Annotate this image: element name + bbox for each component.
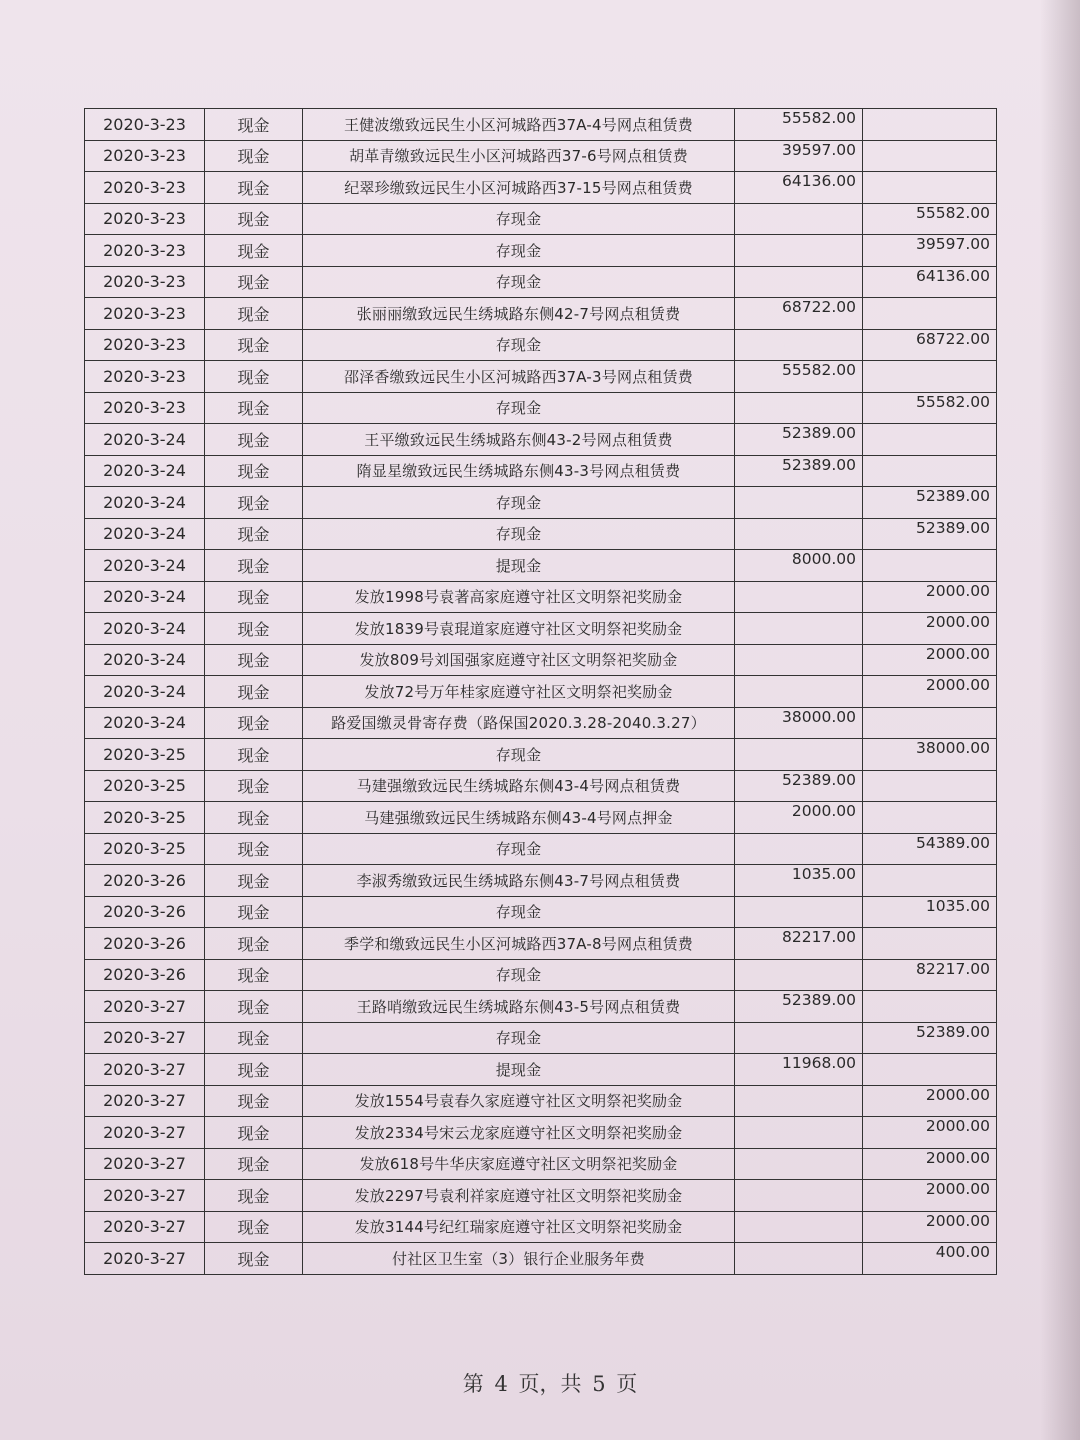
- date-cell: 2020-3-23: [85, 266, 205, 298]
- debit-amount-cell: 39597.00: [735, 140, 863, 172]
- debit-amount-cell: [735, 644, 863, 676]
- date-cell: 2020-3-27: [85, 1180, 205, 1212]
- table-row: [85, 676, 997, 708]
- table-row: [85, 802, 997, 834]
- table-row: [85, 550, 997, 582]
- description-cell: 发放618号牛华庆家庭遵守社区文明祭祀奖励金: [303, 1148, 735, 1180]
- debit-amount-cell: [735, 518, 863, 550]
- date-cell: 2020-3-25: [85, 770, 205, 802]
- table-row: [85, 1054, 997, 1086]
- credit-amount-cell: [863, 865, 997, 897]
- debit-amount-cell: 1035.00: [735, 865, 863, 897]
- description-cell: 发放1839号袁琨道家庭遵守社区文明祭祀奖励金: [303, 613, 735, 645]
- debit-amount-cell: [735, 1243, 863, 1275]
- debit-amount-cell: [735, 487, 863, 519]
- table-row: [85, 518, 997, 550]
- footer-prefix: 第: [462, 1372, 484, 1396]
- table-row: [85, 1148, 997, 1180]
- type-cell: 现金: [205, 361, 303, 393]
- type-cell: 现金: [205, 613, 303, 645]
- type-cell: 现金: [205, 676, 303, 708]
- table-row: [85, 1085, 997, 1117]
- credit-amount-cell: 39597.00: [863, 235, 997, 267]
- credit-amount-cell: [863, 770, 997, 802]
- credit-amount-cell: 55582.00: [863, 392, 997, 424]
- date-cell: 2020-3-24: [85, 707, 205, 739]
- credit-amount-cell: 82217.00: [863, 959, 997, 991]
- description-cell: 王路哨缴致远民生绣城路东侧43-5号网点租赁费: [303, 991, 735, 1023]
- type-cell: 现金: [205, 896, 303, 928]
- date-cell: 2020-3-27: [85, 1054, 205, 1086]
- type-cell: 现金: [205, 518, 303, 550]
- description-cell: 马建强缴致远民生绣城路东侧43-4号网点押金: [303, 802, 735, 834]
- credit-amount-cell: [863, 298, 997, 330]
- description-cell: 隋显星缴致远民生绣城路东侧43-3号网点租赁费: [303, 455, 735, 487]
- credit-amount-cell: 52389.00: [863, 487, 997, 519]
- description-cell: 存现金: [303, 896, 735, 928]
- debit-amount-cell: [735, 235, 863, 267]
- table-row: [85, 1022, 997, 1054]
- date-cell: 2020-3-24: [85, 455, 205, 487]
- description-cell: 马建强缴致远民生绣城路东侧43-4号网点租赁费: [303, 770, 735, 802]
- type-cell: 现金: [205, 865, 303, 897]
- debit-amount-cell: 52389.00: [735, 424, 863, 456]
- date-cell: 2020-3-25: [85, 802, 205, 834]
- debit-amount-cell: [735, 266, 863, 298]
- type-cell: 现金: [205, 487, 303, 519]
- type-cell: 现金: [205, 140, 303, 172]
- table-row: [85, 172, 997, 204]
- table-row: [85, 991, 997, 1023]
- date-cell: 2020-3-23: [85, 361, 205, 393]
- debit-amount-cell: [735, 392, 863, 424]
- description-cell: 张丽丽缴致远民生绣城路东侧42-7号网点租赁费: [303, 298, 735, 330]
- table-row: [85, 361, 997, 393]
- credit-amount-cell: 2000.00: [863, 644, 997, 676]
- debit-amount-cell: 55582.00: [735, 361, 863, 393]
- type-cell: 现金: [205, 833, 303, 865]
- description-cell: 路爱国缴灵骨寄存费（路保国2020.3.28-2040.3.27）: [303, 707, 735, 739]
- description-cell: 提现金: [303, 550, 735, 582]
- debit-amount-cell: [735, 1180, 863, 1212]
- date-cell: 2020-3-25: [85, 833, 205, 865]
- credit-amount-cell: [863, 361, 997, 393]
- debit-amount-cell: 52389.00: [735, 991, 863, 1023]
- description-cell: 发放1554号袁春久家庭遵守社区文明祭祀奖励金: [303, 1085, 735, 1117]
- credit-amount-cell: 52389.00: [863, 518, 997, 550]
- description-cell: 发放809号刘国强家庭遵守社区文明祭祀奖励金: [303, 644, 735, 676]
- date-cell: 2020-3-23: [85, 203, 205, 235]
- debit-amount-cell: 8000.00: [735, 550, 863, 582]
- table-row: [85, 1243, 997, 1275]
- description-cell: 发放72号万年桂家庭遵守社区文明祭祀奖励金: [303, 676, 735, 708]
- footer-suffix: 页: [616, 1372, 638, 1396]
- debit-amount-cell: [735, 1117, 863, 1149]
- type-cell: 现金: [205, 455, 303, 487]
- type-cell: 现金: [205, 1054, 303, 1086]
- type-cell: 现金: [205, 959, 303, 991]
- date-cell: 2020-3-23: [85, 392, 205, 424]
- type-cell: 现金: [205, 172, 303, 204]
- debit-amount-cell: 52389.00: [735, 455, 863, 487]
- debit-amount-cell: [735, 1148, 863, 1180]
- table-row: [85, 487, 997, 519]
- footer-current-page: 4: [494, 1372, 508, 1396]
- date-cell: 2020-3-27: [85, 1022, 205, 1054]
- debit-amount-cell: 64136.00: [735, 172, 863, 204]
- table-row: [85, 896, 997, 928]
- credit-amount-cell: 400.00: [863, 1243, 997, 1275]
- table-row: [85, 1211, 997, 1243]
- credit-amount-cell: 2000.00: [863, 581, 997, 613]
- table-row: [85, 833, 997, 865]
- date-cell: 2020-3-26: [85, 959, 205, 991]
- date-cell: 2020-3-27: [85, 1148, 205, 1180]
- date-cell: 2020-3-23: [85, 109, 205, 141]
- footer-total-pages: 5: [592, 1372, 606, 1396]
- description-cell: 发放2297号袁利祥家庭遵守社区文明祭祀奖励金: [303, 1180, 735, 1212]
- description-cell: 李淑秀缴致远民生绣城路东侧43-7号网点租赁费: [303, 865, 735, 897]
- credit-amount-cell: [863, 140, 997, 172]
- date-cell: 2020-3-27: [85, 1243, 205, 1275]
- credit-amount-cell: 2000.00: [863, 1180, 997, 1212]
- date-cell: 2020-3-26: [85, 928, 205, 960]
- credit-amount-cell: 2000.00: [863, 676, 997, 708]
- credit-amount-cell: 38000.00: [863, 739, 997, 771]
- table-row: [85, 266, 997, 298]
- debit-amount-cell: [735, 739, 863, 771]
- description-cell: 存现金: [303, 1022, 735, 1054]
- description-cell: 存现金: [303, 833, 735, 865]
- type-cell: 现金: [205, 991, 303, 1023]
- type-cell: 现金: [205, 1243, 303, 1275]
- credit-amount-cell: [863, 550, 997, 582]
- type-cell: 现金: [205, 1180, 303, 1212]
- type-cell: 现金: [205, 1211, 303, 1243]
- table-row: [85, 928, 997, 960]
- debit-amount-cell: 38000.00: [735, 707, 863, 739]
- credit-amount-cell: [863, 928, 997, 960]
- description-cell: 存现金: [303, 392, 735, 424]
- date-cell: 2020-3-26: [85, 896, 205, 928]
- description-cell: 存现金: [303, 235, 735, 267]
- description-cell: 纪翠珍缴致远民生小区河城路西37-15号网点租赁费: [303, 172, 735, 204]
- credit-amount-cell: 1035.00: [863, 896, 997, 928]
- debit-amount-cell: 55582.00: [735, 109, 863, 141]
- type-cell: 现金: [205, 1085, 303, 1117]
- credit-amount-cell: 2000.00: [863, 1117, 997, 1149]
- credit-amount-cell: [863, 991, 997, 1023]
- description-cell: 存现金: [303, 266, 735, 298]
- type-cell: 现金: [205, 424, 303, 456]
- date-cell: 2020-3-24: [85, 676, 205, 708]
- debit-amount-cell: [735, 1211, 863, 1243]
- table-row: [85, 298, 997, 330]
- debit-amount-cell: [735, 1085, 863, 1117]
- table-row: [85, 203, 997, 235]
- type-cell: 现金: [205, 550, 303, 582]
- credit-amount-cell: [863, 802, 997, 834]
- type-cell: 现金: [205, 329, 303, 361]
- date-cell: 2020-3-24: [85, 518, 205, 550]
- table-row: [85, 1180, 997, 1212]
- type-cell: 现金: [205, 802, 303, 834]
- credit-amount-cell: 54389.00: [863, 833, 997, 865]
- table-row: [85, 739, 997, 771]
- description-cell: 存现金: [303, 739, 735, 771]
- description-cell: 存现金: [303, 959, 735, 991]
- description-cell: 存现金: [303, 203, 735, 235]
- type-cell: 现金: [205, 298, 303, 330]
- table-row: [85, 235, 997, 267]
- description-cell: 存现金: [303, 329, 735, 361]
- description-cell: 提现金: [303, 1054, 735, 1086]
- credit-amount-cell: 2000.00: [863, 1085, 997, 1117]
- credit-amount-cell: 55582.00: [863, 203, 997, 235]
- credit-amount-cell: [863, 455, 997, 487]
- type-cell: 现金: [205, 739, 303, 771]
- credit-amount-cell: 52389.00: [863, 1022, 997, 1054]
- table-row: [85, 581, 997, 613]
- type-cell: 现金: [205, 644, 303, 676]
- credit-amount-cell: 68722.00: [863, 329, 997, 361]
- description-cell: 胡革青缴致远民生小区河城路西37-6号网点租赁费: [303, 140, 735, 172]
- type-cell: 现金: [205, 203, 303, 235]
- date-cell: 2020-3-24: [85, 550, 205, 582]
- description-cell: 存现金: [303, 518, 735, 550]
- credit-amount-cell: [863, 109, 997, 141]
- date-cell: 2020-3-23: [85, 172, 205, 204]
- type-cell: 现金: [205, 235, 303, 267]
- table-row: [85, 959, 997, 991]
- date-cell: 2020-3-27: [85, 1211, 205, 1243]
- credit-amount-cell: 2000.00: [863, 1148, 997, 1180]
- description-cell: 发放2334号宋云龙家庭遵守社区文明祭祀奖励金: [303, 1117, 735, 1149]
- credit-amount-cell: [863, 172, 997, 204]
- table-row: [85, 140, 997, 172]
- debit-amount-cell: 52389.00: [735, 770, 863, 802]
- description-cell: 邵泽香缴致远民生小区河城路西37A-3号网点租赁费: [303, 361, 735, 393]
- debit-amount-cell: [735, 833, 863, 865]
- date-cell: 2020-3-27: [85, 1085, 205, 1117]
- credit-amount-cell: 64136.00: [863, 266, 997, 298]
- table-row: [85, 392, 997, 424]
- page-edge-shadow: [1040, 0, 1080, 1440]
- footer-mid: 页，共: [518, 1372, 582, 1396]
- date-cell: 2020-3-25: [85, 739, 205, 771]
- date-cell: 2020-3-23: [85, 298, 205, 330]
- debit-amount-cell: [735, 896, 863, 928]
- debit-amount-cell: [735, 329, 863, 361]
- date-cell: 2020-3-23: [85, 235, 205, 267]
- debit-amount-cell: [735, 676, 863, 708]
- ledger-table: [84, 108, 997, 1275]
- date-cell: 2020-3-24: [85, 644, 205, 676]
- type-cell: 现金: [205, 109, 303, 141]
- table-row: [85, 109, 997, 141]
- description-cell: 付社区卫生室（3）银行企业服务年费: [303, 1243, 735, 1275]
- table-row: [85, 329, 997, 361]
- debit-amount-cell: [735, 613, 863, 645]
- table-row: [85, 424, 997, 456]
- table-row: [85, 455, 997, 487]
- credit-amount-cell: 2000.00: [863, 613, 997, 645]
- type-cell: 现金: [205, 707, 303, 739]
- type-cell: 现金: [205, 928, 303, 960]
- table-row: [85, 1117, 997, 1149]
- debit-amount-cell: [735, 959, 863, 991]
- type-cell: 现金: [205, 770, 303, 802]
- type-cell: 现金: [205, 581, 303, 613]
- debit-amount-cell: 11968.00: [735, 1054, 863, 1086]
- description-cell: 王健波缴致远民生小区河城路西37A-4号网点租赁费: [303, 109, 735, 141]
- type-cell: 现金: [205, 266, 303, 298]
- credit-amount-cell: 2000.00: [863, 1211, 997, 1243]
- date-cell: 2020-3-23: [85, 329, 205, 361]
- description-cell: 王平缴致远民生绣城路东侧43-2号网点租赁费: [303, 424, 735, 456]
- date-cell: 2020-3-24: [85, 487, 205, 519]
- description-cell: 发放3144号纪红瑞家庭遵守社区文明祭祀奖励金: [303, 1211, 735, 1243]
- table-row: [85, 644, 997, 676]
- debit-amount-cell: 82217.00: [735, 928, 863, 960]
- debit-amount-cell: [735, 581, 863, 613]
- table-row: [85, 613, 997, 645]
- date-cell: 2020-3-23: [85, 140, 205, 172]
- date-cell: 2020-3-27: [85, 991, 205, 1023]
- ledger-body: [85, 109, 997, 1275]
- page-footer: [0, 1368, 1080, 1398]
- description-cell: 发放1998号袁著高家庭遵守社区文明祭祀奖励金: [303, 581, 735, 613]
- date-cell: 2020-3-24: [85, 581, 205, 613]
- type-cell: 现金: [205, 1148, 303, 1180]
- debit-amount-cell: 68722.00: [735, 298, 863, 330]
- debit-amount-cell: [735, 203, 863, 235]
- debit-amount-cell: [735, 1022, 863, 1054]
- credit-amount-cell: [863, 707, 997, 739]
- table-row: [85, 770, 997, 802]
- date-cell: 2020-3-24: [85, 424, 205, 456]
- description-cell: 存现金: [303, 487, 735, 519]
- credit-amount-cell: [863, 424, 997, 456]
- credit-amount-cell: [863, 1054, 997, 1086]
- table-row: [85, 707, 997, 739]
- date-cell: 2020-3-27: [85, 1117, 205, 1149]
- table-row: [85, 865, 997, 897]
- debit-amount-cell: 2000.00: [735, 802, 863, 834]
- date-cell: 2020-3-24: [85, 613, 205, 645]
- type-cell: 现金: [205, 1022, 303, 1054]
- type-cell: 现金: [205, 1117, 303, 1149]
- type-cell: 现金: [205, 392, 303, 424]
- date-cell: 2020-3-26: [85, 865, 205, 897]
- description-cell: 季学和缴致远民生小区河城路西37A-8号网点租赁费: [303, 928, 735, 960]
